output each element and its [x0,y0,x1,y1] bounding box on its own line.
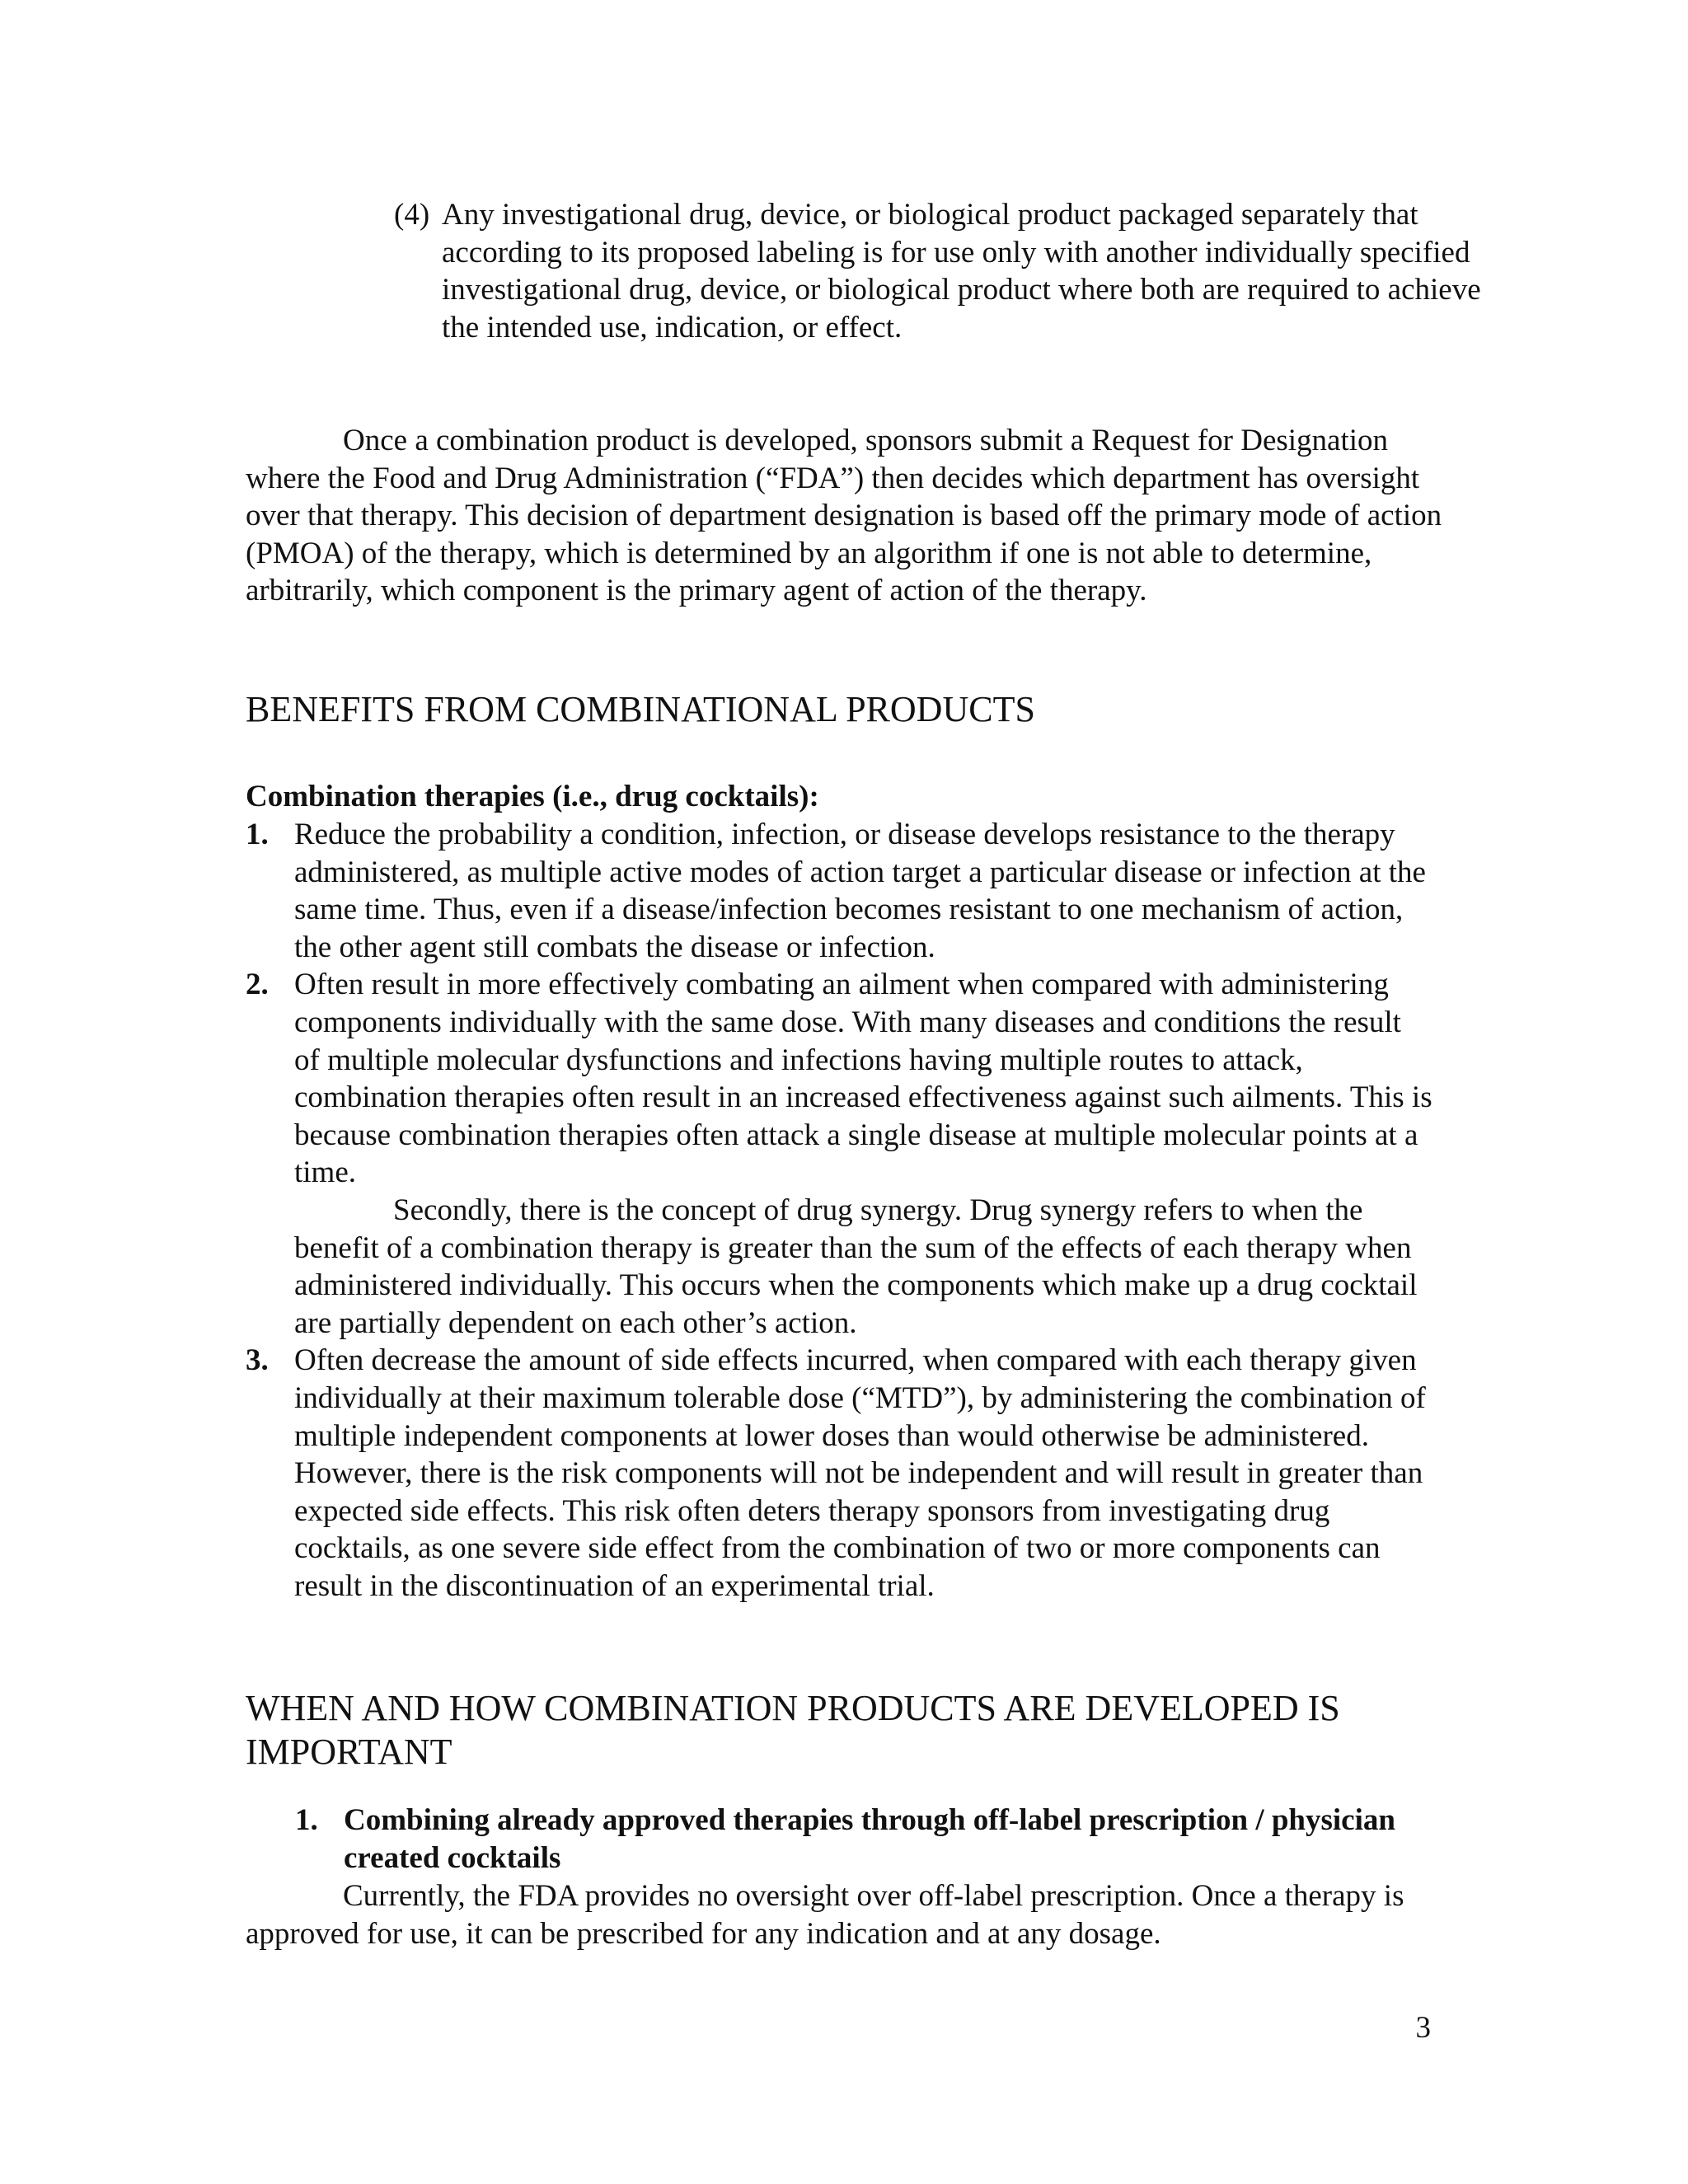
benefit-item-1 [246,816,1432,966]
page-number: 3 [1415,2011,1431,2045]
benefit-text: Reduce the probability a condition, infection, or disease develops resistance to the therapy administered, as multiple active modes of action target a particular disease or infection at the same time. Thus, even if a disease/infection becomes resistant to one mechanism of action, the other agent still combats the disease or infection. [294,818,1426,964]
benefit-number: 1. [246,818,269,851]
intro-paragraph: Once a combination product is developed, sponsors submit a Request for Designation where the Food and Drug Administration (“FDA”) then decides which department has oversight over that therapy. This decision of department designation is based off the primary mode of action (PMOA) of the therapy, which is determined by an algorithm if one is not able to determine, arbitrarily, which component is the primary agent of action of the therapy. [246,424,1442,608]
benefit-text: Often decrease the amount of side effects incurred, when compared with each therapy given individually at their maximum tolerable dose (“MTD”), by administering the combination of multiple independent components at lower doses than would otherwise be administered. However, there is the risk components will not be independent and will result in greater than expected side effects. This risk often deters therapy sponsors from investigating drug cocktails, as one severe side effect from the combination of two or more components can result in the discontinuation of an experimental trial. [294,1343,1426,1603]
benefits-list [246,816,1432,1605]
benefit-number: 2. [246,968,269,1002]
subheading-text: Combining already approved therapies through off-label prescription / physician created cocktails [344,1803,1395,1875]
list-item-text: Any investigational drug, device, or biological product packaged separately that according to its proposed labeling is for use only with another individually specified investigational drug, device, or biological product where both are required to achieve the intended use, indication, or effect. [442,198,1481,344]
section-heading-when-and-how: WHEN AND HOW COMBINATION PRODUCTS ARE DEVELOPED IS IMPORTANT [246,1688,1340,1772]
list-item-number: (4) [394,198,430,232]
list-item-4 [394,196,1482,346]
off-label-paragraph: Currently, the FDA provides no oversight over off-label prescription. Once a therapy is approved for use, it can be prescribed for any indication and at any dosage. [246,1879,1404,1951]
combination-therapies-subheading: Combination therapies (i.e., drug cocktails): [246,780,819,813]
benefit-item-2 [246,966,1432,1342]
benefit-item-3 [246,1342,1432,1605]
benefit-number: 3. [246,1343,269,1378]
benefit-continuation: Secondly, there is the concept of drug synergy. Drug synergy refers to when the benefit of a combination therapy is greater than the sum of the effects of each therapy when administered individually. This occurs when the components which make up a drug cocktail are partially dependent on each other’s action. [294,1193,1418,1340]
benefit-text: Often result in more effectively combating an ailment when compared with administering components individually with the same dose. With many diseases and conditions the result of multiple molecular dysfunctions and infections having multiple routes to attack, combination therapies often result in an increased effectiveness against such ailments. This is because combination therapies often attack a single disease at multiple molecular points at a time. [294,968,1432,1190]
section-heading-benefits: BENEFITS FROM COMBINATIONAL PRODUCTS [246,689,1035,729]
subheading-number: 1. [295,1803,318,1837]
numbered-subheading-1 [295,1802,1432,1877]
